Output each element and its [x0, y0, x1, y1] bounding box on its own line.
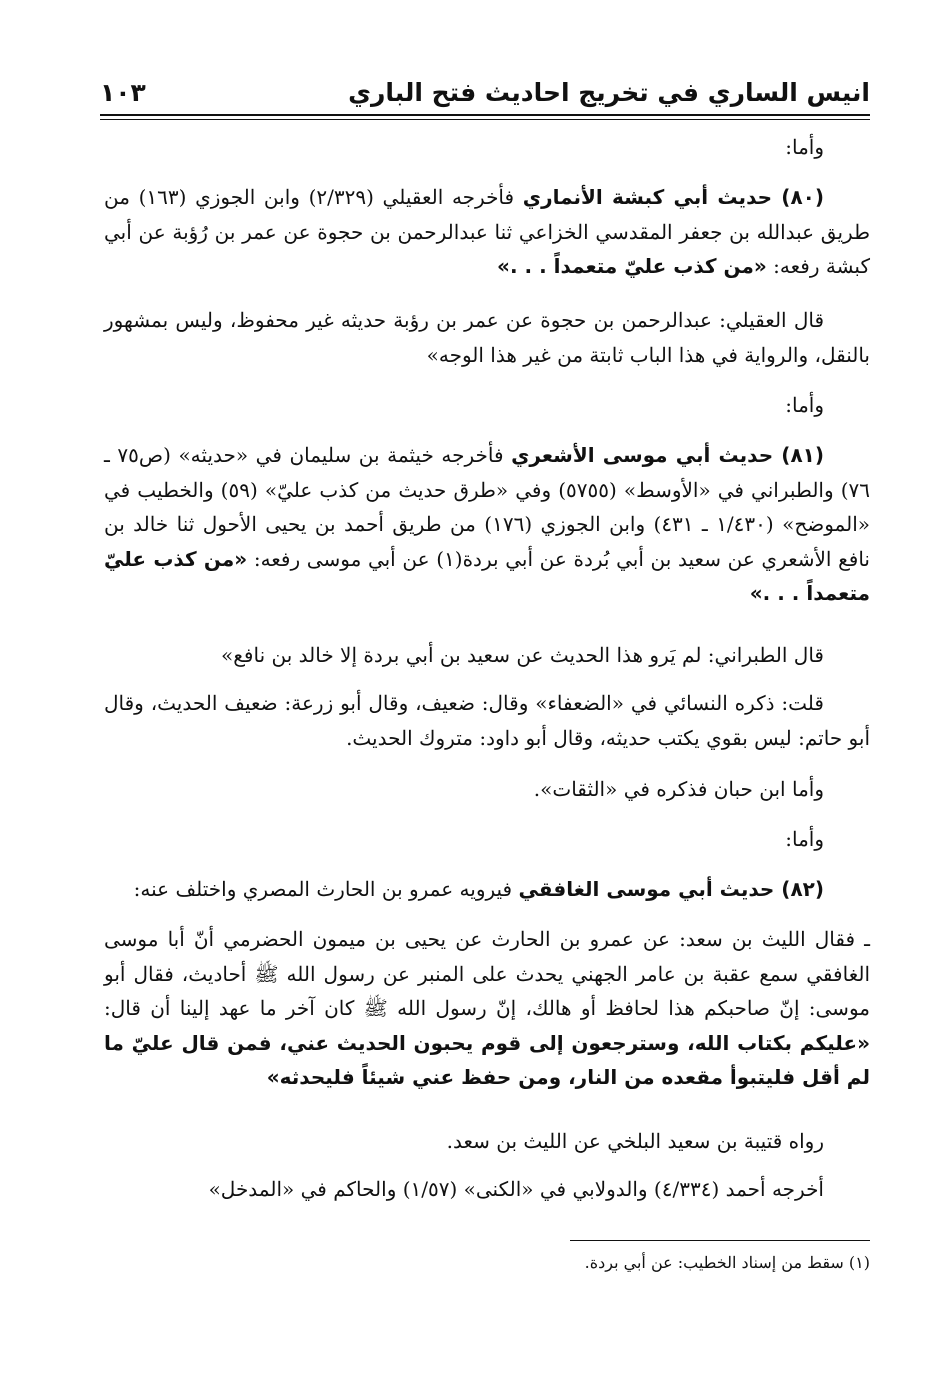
footnote-rule [570, 1240, 870, 1241]
hadith-entry-80: (٨٠) حديث أبي كبشة الأنماري فأخرجه العقيلي (٢/٣٢٩) وابن الجوزي (١٦٣) من طريق عبدالله بن جعفر المقدسي الخزاعي ثنا عبدالرحمن بن حجوة عن عمر بن رُؤبة عن أبي كبشة رفعه: «من كذب عليّ متعمداً . . .» [104, 185, 870, 279]
paragraph: أخرجه أحمد (٤/٣٣٤) والدولابي في «الكنى» (١/٥٧) والحاكم في «المدخل» [208, 1177, 824, 1201]
paragraph: ـ فقال الليث بن سعد: عن عمرو بن الحارث عن يحيى بن ميمون الحضرمي أنّ أبا موسى الغافقي سمع عقبة بن عامر الجهني يحدث على المنبر عن رسول الله ﷺ أحاديث، فقال أبو موسى: إنّ صاحبكم هذا لحافظ أو هالك، إنّ رسول الله ﷺ كان آخر ما عهد إلينا أن قال: «عليكم بكتاب الله، وسترجعون إلى قوم يحبون الحديث عني، فمن قال عليّ ما لم أقل فليتبوأ مقعده من النار، ومن حفظ عني شيئاً فليحدثه» [104, 927, 870, 1090]
running-header [100, 76, 870, 112]
footnote: (١) سقط من إسناد الخطيب: عن أبي بردة. [584, 1253, 870, 1272]
paragraph: قال العقيلي: عبدالرحمن بن حجوة عن عمر بن رؤبة حديثه غير محفوظ، وليس بمشهور بالنقل، والرواية في هذا الباب ثابتة من غير هذا الوجه» [104, 308, 870, 367]
paragraph: رواه قتيبة بن سعيد البلخي عن الليث بن سعد. [446, 1129, 824, 1153]
paragraph: وأما: [785, 135, 824, 159]
paragraph: وأما: [785, 827, 824, 851]
hadith-entry-82: (٨٢) حديث أبي موسى الغافقي فيرويه عمرو بن الحارث المصري واختلف عنه: [133, 877, 824, 901]
paragraph: قلت: ذكره النسائي في «الضعفاء» وقال: ضعيف، وقال أبو زرعة: ضعيف الحديث، وقال أبو حاتم: ليس بقوي يكتب حديثه، وقال أبو داود: متروك الحديث. [104, 691, 870, 750]
paragraph: قال الطبراني: لم يَرو هذا الحديث عن سعيد بن أبي بردة إلا خالد بن نافع» [221, 643, 824, 667]
entry-heading: (٨٠) حديث أبي كبشة الأنماري [522, 185, 824, 209]
book-title: انيس الساري في تخريج احاديث فتح الباري [348, 78, 870, 107]
hadith-quote: «من كذب عليّ متعمداً . . .» [497, 254, 767, 279]
header-rule-thick [100, 114, 870, 116]
page-number: ١٠٣ [100, 78, 146, 107]
header-rule-thin [100, 119, 870, 120]
entry-heading: (٨٢) حديث أبي موسى الغافقي [518, 877, 824, 901]
paragraph: وأما ابن حبان فذكره في «الثقات». [533, 777, 824, 801]
hadith-quote: «عليكم بكتاب الله، وسترجعون إلى قوم يحبون الحديث عني، فمن قال عليّ ما لم أقل فليتبوأ مقعده من النار، ومن حفظ عني شيئاً فليحدثه» [104, 1030, 870, 1090]
hadith-entry-81: (٨١) حديث أبي موسى الأشعري فأخرجه خيثمة بن سليمان في «حديثه» (ص٧٥ ـ ٧٦) والطبراني في «الأوسط» (٥٧٥٥) وفي «طرق حديث من كذب عليّ» (٥٩) والخطيب في «الموضح» (١/٤٣٠ ـ ٤٣١) وابن الجوزي (١٧٦) من طريق أحمد بن يحيى الأحول ثنا خالد بن نافع الأشعري عن سعيد بن أبي بُردة عن أبي بردة(١) عن أبي موسى رفعه: «من كذب عليّ متعمداً . . .» [104, 443, 871, 606]
entry-heading: (٨١) حديث أبي موسى الأشعري [511, 443, 824, 467]
hadith-quote: «من كذب عليّ متعمداً . . .» [104, 546, 870, 606]
paragraph: وأما: [785, 393, 824, 417]
